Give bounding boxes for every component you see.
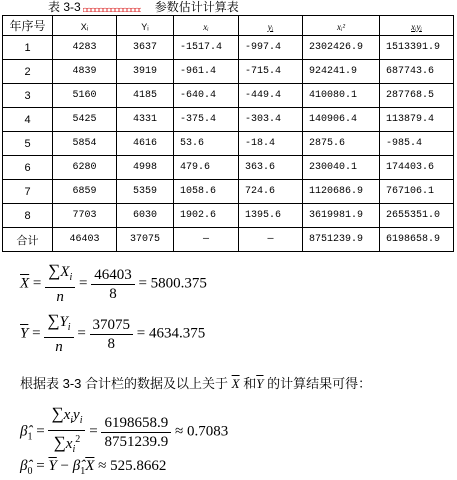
table-cell: 4 [3, 108, 53, 132]
table-cell: 4839 [53, 60, 117, 84]
table-total-row [3, 228, 454, 252]
table-cell: 5160 [53, 84, 117, 108]
ybar-formula: $\overline{Y}$ = $\frac{\sum Y_i}{n}$ = $\frac{37075}{8}$ = 4634.375 [20, 311, 206, 355]
table-row [3, 60, 454, 84]
table-header-row [3, 16, 454, 36]
table-cell: 6198658.9 [380, 228, 454, 252]
table-cell: 2302426.9 [303, 36, 380, 60]
beta0-value: 525.8662 [110, 458, 167, 474]
table-row [3, 204, 454, 228]
estimation-table [2, 15, 454, 252]
table-cell: -640.4 [174, 84, 239, 108]
table-cell: 53.6 [174, 132, 239, 156]
ybar-value: 4634.375 [149, 325, 206, 342]
table-cell: -303.4 [239, 108, 303, 132]
table-cell: 5 [3, 132, 53, 156]
spellcheck-squiggle [83, 4, 141, 12]
table-cell: 4185 [117, 84, 174, 108]
table-cell: 6 [3, 156, 53, 180]
header-cell: Xᵢ [53, 16, 117, 36]
table-cell: 113879.4 [380, 108, 454, 132]
beta1-value: 0.7083 [186, 423, 229, 440]
header-cell: yᵢ [239, 16, 303, 36]
table-cell: -375.4 [174, 108, 239, 132]
table-row [3, 36, 454, 60]
caption-label: 表 3-3 [48, 0, 81, 14]
table-cell: 7 [3, 180, 53, 204]
table-cell: 724.6 [239, 180, 303, 204]
table-cell: 140906.4 [303, 108, 380, 132]
table-row [3, 108, 454, 132]
header-cell: xᵢ [174, 16, 239, 36]
table-cell: 2655351.0 [380, 204, 454, 228]
table-cell: -1517.4 [174, 36, 239, 60]
table-caption [48, 0, 239, 14]
table-cell: 5425 [53, 108, 117, 132]
table-cell: 4331 [117, 108, 174, 132]
table-cell: 5359 [117, 180, 174, 204]
table-cell: — [239, 228, 303, 252]
table-cell: 4998 [117, 156, 174, 180]
explanation-text: 根据表 3-3 合计栏的数据及以上关于 $\overline{X}$ 和$\overline{Y}$ 的计算结果可得： [20, 376, 372, 391]
header-cell: xᵢ² [303, 16, 380, 36]
table-cell: 1902.6 [174, 204, 239, 228]
table-row [3, 180, 454, 204]
table-cell: 1120686.9 [303, 180, 380, 204]
table-cell: 230040.1 [303, 156, 380, 180]
table-cell: 46403 [53, 228, 117, 252]
table-cell: 1 [3, 36, 53, 60]
table-cell: 6030 [117, 204, 174, 228]
table-cell: 6280 [53, 156, 117, 180]
table-row [3, 156, 454, 180]
xbar-formula: $\overline{X}$ = $\frac{\sum X_i}{n}$ = $\frac{46403}{8}$ = 5800.375 [20, 261, 207, 305]
table-cell: 410080.1 [303, 84, 380, 108]
table-cell: 3 [3, 84, 53, 108]
table-cell: 174403.6 [380, 156, 454, 180]
table-cell: 2 [3, 60, 53, 84]
header-cell: Yᵢ [117, 16, 174, 36]
table-cell: 3637 [117, 36, 174, 60]
table-cell: 8 [3, 204, 53, 228]
table-cell: 4283 [53, 36, 117, 60]
header-cell: xᵢyᵢ [380, 16, 454, 36]
table-row [3, 84, 454, 108]
table-cell: -715.4 [239, 60, 303, 84]
table-cell: 37075 [117, 228, 174, 252]
table-cell: -997.4 [239, 36, 303, 60]
table-cell: 6859 [53, 180, 117, 204]
table-cell: 1058.6 [174, 180, 239, 204]
table-cell: 479.6 [174, 156, 239, 180]
caption-title: 参数估计计算表 [154, 0, 239, 14]
table-cell: 363.6 [239, 156, 303, 180]
table-cell: 2875.6 [303, 132, 380, 156]
table-cell: 1395.6 [239, 204, 303, 228]
table-cell: 7703 [53, 204, 117, 228]
table-cell: 767106.1 [380, 180, 454, 204]
table-cell: 924241.9 [303, 60, 380, 84]
table-cell: 687743.6 [380, 60, 454, 84]
table-cell: 3619981.9 [303, 204, 380, 228]
beta1-formula: $\betâ_1$ = $\frac{\sum x_iy_i}{\sum x_i^2}$ = $\frac{6198658.9}{8751239.9}$ ≈ 0.7083 [20, 404, 229, 455]
table-cell: 5854 [53, 132, 117, 156]
table-cell: 3919 [117, 60, 174, 84]
table-cell: 8751239.9 [303, 228, 380, 252]
table-cell: -18.4 [239, 132, 303, 156]
xbar-value: 5800.375 [150, 275, 207, 292]
table-cell: 1513391.9 [380, 36, 454, 60]
table-cell: — [174, 228, 239, 252]
beta0-formula: $\betâ_0 = \overline{Y}$ − $\betâ_1\overline{X} \approx 525.8662$ [20, 458, 167, 477]
table-row [3, 132, 454, 156]
table-cell: 4616 [117, 132, 174, 156]
table-cell: -961.4 [174, 60, 239, 84]
table-cell: 287768.5 [380, 84, 454, 108]
table-cell: -985.4 [380, 132, 454, 156]
header-cell: 年序号 [3, 16, 53, 36]
table-cell: -449.4 [239, 84, 303, 108]
table-cell: 合计 [3, 228, 53, 252]
